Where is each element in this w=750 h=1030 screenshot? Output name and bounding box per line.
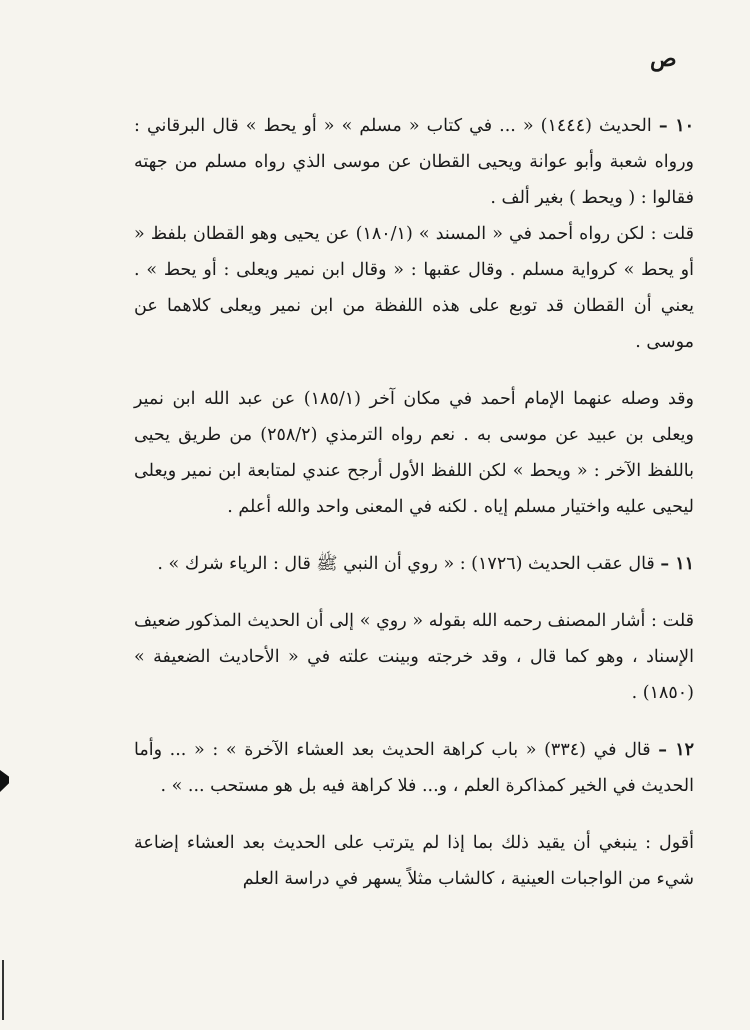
paragraph-text: أقول : ينبغي أن يقيد ذلك بما إذا لم يترتب على الحديث بعد العشاء إضاعة شيء من الواجبات العينية ، كالشاب مثلاً يسهر في دراسة العلم — [134, 833, 694, 889]
page-body — [134, 108, 694, 897]
item-number: ١٠ – — [658, 116, 694, 136]
paragraph-10-comment — [134, 216, 694, 360]
scan-edge-line — [2, 960, 4, 1020]
paragraph-10-note — [134, 381, 694, 525]
item-number: ١٢ – — [658, 740, 694, 760]
paragraph-12-comment — [134, 825, 694, 897]
paragraph-text: قلت : لكن رواه أحمد في « المسند » (١٨٠/١) عن يحيى وهو القطان بلفظ « أو يحط » كرواية مسلم . وقال عقبها : « وقال ابن نمير ويعلى : أو يحط » . يعني أن القطان قد توبع على هذه اللفظة من ابن نمير ويعلى كلاهما عن موسى . — [134, 224, 694, 352]
paragraph-text: قلت : أشار المصنف رحمه الله بقوله « روي » إلى أن الحديث المذكور ضعيف الإسناد ، وهو كما قال ، وقد خرجته وبينت علته في « الأحاديث الضعيفة » (١٨٥٠) . — [134, 611, 694, 703]
paragraph-10 — [134, 108, 694, 216]
paragraph-text: قال في (٣٣٤) « باب كراهة الحديث بعد العشاء الآخرة » : « ... وأما الحديث في الخير كمذاكرة العلم ، و... فلا كراهة فيه بل هو مستحب ... » . — [134, 740, 694, 796]
paragraph-text: وقد وصله عنهما الإمام أحمد في مكان آخر (١٨٥/١) عن عبد الله ابن نمير ويعلى بن عبيد عن موسى به . نعم رواه الترمذي (٢٥٨/٢) من طريق يحيى باللفظ الآخر : « ويحط » لكن اللفظ الأول أرجح عندي لمتابعة ابن نمير ويعلى ليحيى عليه واختيار مسلم إياه . لكنه في المعنى واحد والله أعلم . — [134, 389, 694, 517]
page-marker: ص — [650, 46, 677, 72]
paragraph-11-comment — [134, 603, 694, 711]
item-number: ١١ – — [660, 554, 694, 574]
paragraph-11 — [134, 546, 694, 582]
paragraph-12 — [134, 732, 694, 804]
scan-edge-mark — [0, 770, 9, 792]
paragraph-text: الحديث (١٤٤٤) « ... في كتاب « مسلم » « أو يحط » قال البرقاني : ورواه شعبة وأبو عوانة ويحيى القطان عن موسى الذي رواه مسلم من جهته فقالوا : ( ويحط ) بغير ألف . — [134, 116, 694, 208]
paragraph-text: قال عقب الحديث (١٧٢٦) : « روي أن النبي ﷺ قال : الرياء شرك » . — [157, 554, 655, 574]
